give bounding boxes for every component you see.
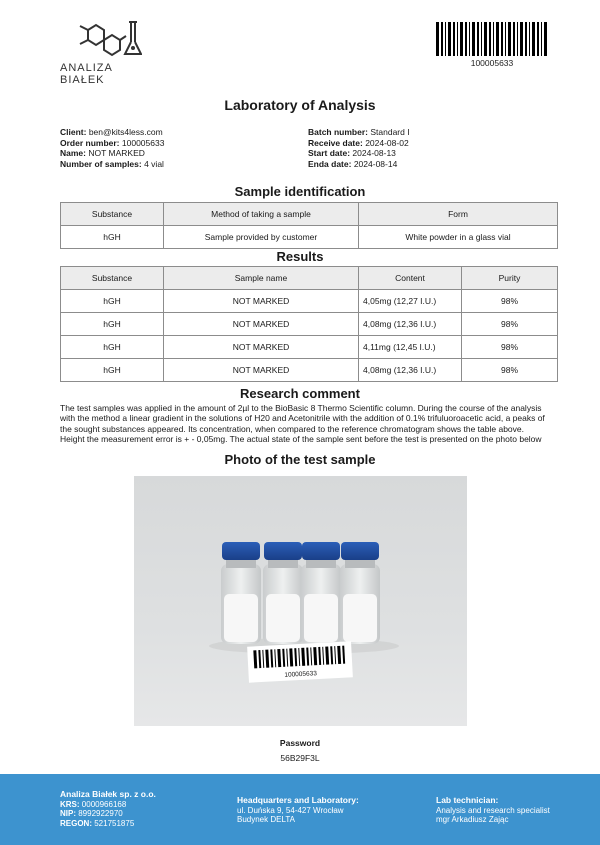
table-cell: hGH [61,313,164,336]
table-row [61,226,558,249]
company-logo [60,18,160,86]
page-title: Laboratory of Analysis [224,97,376,113]
info-row: Enda date: 2024-08-14 [308,158,398,169]
section-title-comment: Research comment [240,386,360,401]
vials-illustration [134,476,467,726]
table-header: Purity [462,267,558,290]
footer-headquarters: Headquarters and Laboratory: ul. Duńska 9, 54-427 Wrocław Budynek DELTA [237,795,359,825]
section-title-results: Results [276,249,324,264]
info-left [60,127,164,169]
info-row: Receive date: 2024-08-02 [308,137,409,148]
password-label: Password [279,738,321,748]
info-row: Start date: 2024-08-13 [308,148,396,158]
table-cell: 98% [462,290,558,313]
vial [221,542,261,644]
table-row [61,290,558,313]
table-cell: NOT MARKED [164,290,359,313]
table-cell: NOT MARKED [164,313,359,336]
section-title-identification: Sample identification [234,184,366,199]
table-cell: 98% [462,336,558,359]
table-cell: 4,11mg (12,45 I.U.) [359,336,462,359]
identification-table [60,202,558,249]
password-value: 56B29F3L [280,753,320,763]
section-title-photo: Photo of the test sample [224,452,376,467]
info-row: Client: ben@kits4less.com [60,127,163,137]
sample-photo [134,476,467,726]
table-cell: hGH [61,290,164,313]
info-row: Name: NOT MARKED [60,148,145,158]
photo-label-number: 100005633 [284,670,318,679]
results-table [60,266,558,382]
research-comment-text: The test samples was applied in the amount of 2µl to the BioBasic 8 Thermo Scientific column. During the course of the analysis with the method a linear gradient in the solutions of H20 and Acetonitrile with the addition of 0.1% trifuluoroacetic acid, a peaks of the sought substances appeared. Its concentration, when compared to the reference chromatogram shows the table above. Height the measurement error is + - 0,05mg. The actual state of the sample sent before the test is presented on the photo below [60,403,545,444]
table-cell: 4,05mg (12,27 I.U.) [359,290,462,313]
table-cell: 98% [462,359,558,382]
table-cell: NOT MARKED [164,336,359,359]
info-right [308,127,410,169]
footer-company: Analiza Białek sp. z o.o. KRS: 0000966168 NIP: 8992922970 REGON: 521751875 [60,789,156,828]
table-cell: hGH [61,359,164,382]
molecule-flask-icon [78,18,142,58]
table-cell: hGH [61,336,164,359]
info-row: Order number: 100005633 [60,137,165,148]
table-header: Method of taking a sample [164,203,359,226]
table-header: Form [359,203,558,226]
order-barcode [436,22,548,68]
footer [0,774,600,845]
table-cell: 4,08mg (12,36 I.U.) [359,313,462,336]
table-cell: hGH [61,226,164,249]
footer-technician: Lab technician: Analysis and research specialist mgr Arkadiusz Zając [436,795,550,825]
table-row [61,313,558,336]
info-row: Number of samples: 4 vial [60,158,164,169]
table-header: Substance [61,267,164,290]
info-row: Batch number: Standard I [308,127,410,137]
vial [340,542,380,644]
table-header: Substance [61,203,164,226]
table-cell: 4,08mg (12,36 I.U.) [359,359,462,382]
barcode-graphic [436,22,548,56]
table-cell: White powder in a glass vial [359,226,558,249]
table-row [61,336,558,359]
vial [301,542,341,644]
barcode-number: 100005633 [470,58,514,68]
table-header: Sample name [164,267,359,290]
table-row [61,359,558,382]
logo-text: ANALIZA BIAŁEK [60,62,113,86]
vial [263,542,303,644]
table-header: Content [359,267,462,290]
table-cell: NOT MARKED [164,359,359,382]
table-cell: Sample provided by customer [164,226,359,249]
table-cell: 98% [462,313,558,336]
